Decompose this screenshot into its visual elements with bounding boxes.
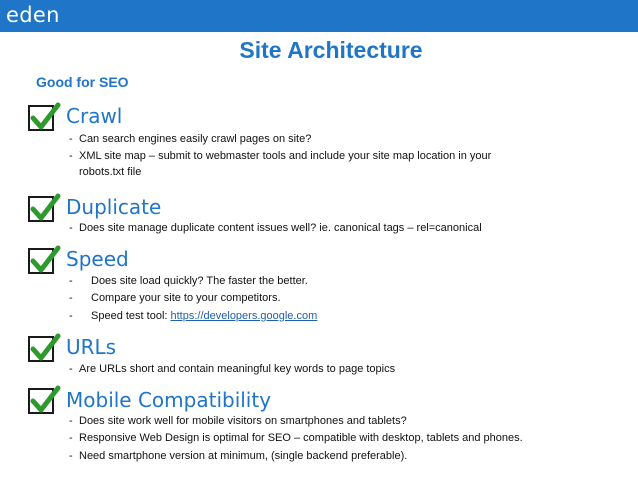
checkbox-checked-icon	[28, 336, 54, 362]
section-heading-mobile: Mobile Compatibility	[66, 388, 272, 412]
list-item: - Does site work well for mobile visitors on smartphones and tablets?	[69, 415, 407, 427]
subtitle: Good for SEO	[36, 74, 129, 90]
checkbox-checked-icon	[28, 105, 54, 131]
top-bar	[0, 0, 638, 32]
section-heading-crawl: Crawl	[66, 104, 123, 128]
list-item: - Compare your site to your competitors.	[69, 292, 281, 304]
list-item: - Does site manage duplicate content issues well? ie. canonical tags – rel=canonical	[69, 222, 482, 234]
list-item: - Speed test tool: https://developers.google.com	[69, 310, 318, 322]
list-item: - Responsive Web Design is optimal for SEO – compatible with desktop, tablets and phones.	[69, 432, 523, 444]
list-item: - Need smartphone version at minimum, (single backend preferable).	[69, 450, 408, 462]
speed-test-link[interactable]: https://developers.google.com	[170, 310, 318, 322]
list-item: - Are URLs short and contain meaningful key words to page topics	[69, 363, 396, 375]
list-item: - Can search engines easily crawl pages on site?	[69, 133, 312, 145]
section-heading-urls: URLs	[66, 335, 117, 359]
list-item: - XML site map – submit to webmaster tools and include your site map location in your	[69, 150, 492, 162]
brand-logo: eden	[6, 3, 60, 27]
page-title: Site Architecture	[239, 37, 423, 63]
list-item: - Does site load quickly? The faster the better.	[69, 275, 308, 287]
list-item-continuation: robots.txt file	[79, 166, 142, 178]
checkbox-checked-icon	[28, 388, 54, 414]
slide-title-wrap	[0, 37, 638, 64]
section-heading-duplicate: Duplicate	[66, 195, 162, 219]
checkbox-checked-icon	[28, 196, 54, 222]
checkbox-checked-icon	[28, 248, 54, 274]
section-heading-speed: Speed	[66, 247, 129, 271]
